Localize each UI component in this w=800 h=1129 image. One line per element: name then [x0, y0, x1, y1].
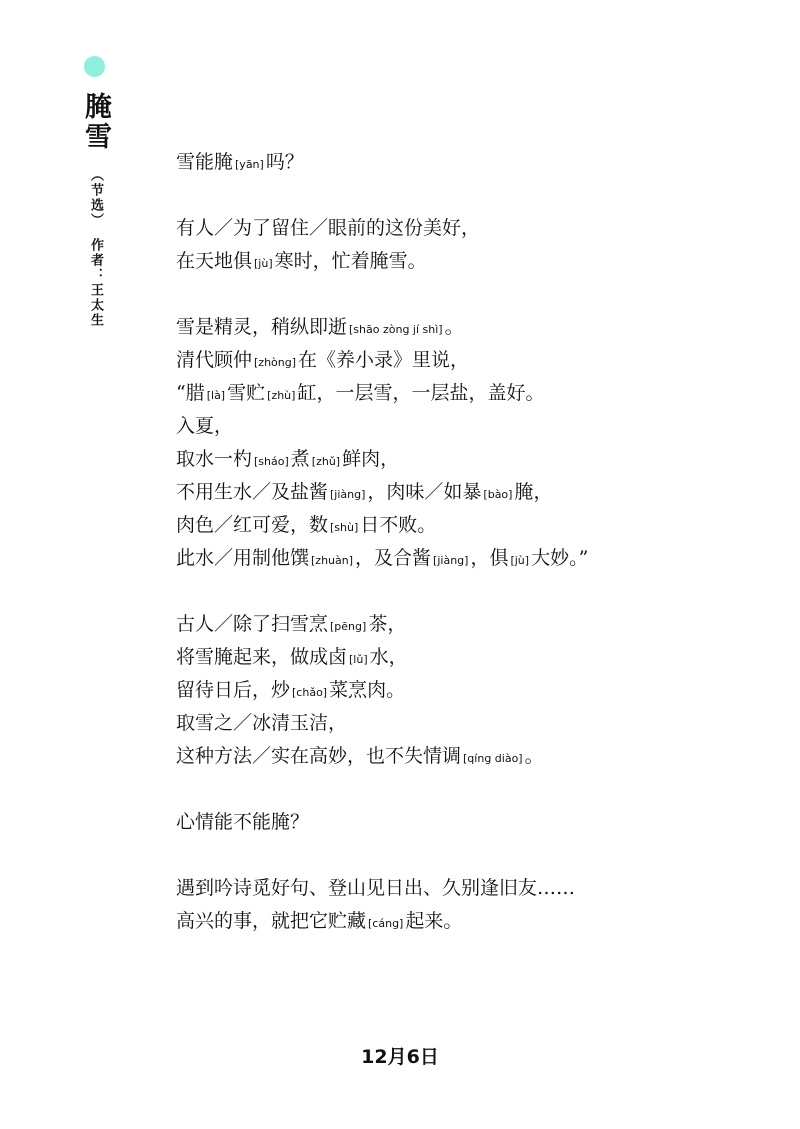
poem-text: 寒时，忙着腌雪。: [274, 250, 427, 272]
poem-line: [176, 740, 776, 773]
poem-text: 在天地俱: [176, 250, 253, 272]
pinyin-annotation: [zhòng]: [254, 356, 297, 369]
poem-text: 在《养小录》里说，: [298, 349, 470, 371]
poem-text: 吗？: [265, 151, 304, 173]
poem-line: [176, 806, 776, 839]
poem-line: [176, 707, 776, 740]
poem-text: 入夏，: [176, 415, 234, 437]
author-credit: 作者：王太生: [88, 238, 103, 328]
poem-line: [176, 311, 776, 344]
poem-body: [176, 146, 776, 938]
poem-line: [176, 905, 776, 938]
poem-text: ，肉味／如暴: [367, 481, 482, 503]
poem-text: 煮: [290, 448, 310, 470]
page-date: 12月6日: [361, 1046, 439, 1068]
excerpt-note: （节选）: [88, 168, 103, 228]
poem-text: 取水一杓: [176, 448, 253, 470]
poem-text: 留待日后，炒: [176, 679, 291, 701]
poem-text: 大妙。”: [531, 547, 589, 569]
poem-text: 日不败。: [360, 514, 437, 536]
poem-line: [176, 245, 776, 278]
pinyin-annotation: [lǔ]: [349, 653, 368, 666]
poem-text: 有人／为了留住／眼前的这份美好，: [176, 217, 481, 239]
poem-text: 遇到吟诗觅好句、登山见日出、久别逢旧友……: [176, 877, 576, 899]
poem-line: [176, 443, 776, 476]
poem-line: [176, 410, 776, 443]
poem-text: 雪能腌: [176, 151, 234, 173]
poem-line: [176, 476, 776, 509]
pinyin-annotation: [shù]: [330, 521, 359, 534]
poem-text: 菜烹肉。: [329, 679, 406, 701]
poem-text: “腊: [176, 382, 205, 404]
stanza-gap: [176, 278, 776, 311]
poem-line: [176, 608, 776, 641]
poem-text: 古人／除了扫雪烹: [176, 613, 329, 635]
sidebar-subtitle-block: [87, 168, 103, 328]
pinyin-annotation: [zhuàn]: [311, 554, 354, 567]
pinyin-annotation: [cáng]: [368, 917, 404, 930]
pinyin-annotation: [là]: [206, 389, 226, 402]
poem-line: [176, 146, 776, 179]
poem-text: ，俱: [470, 547, 509, 569]
stanza-gap: [176, 773, 776, 806]
pinyin-annotation: [zhù]: [267, 389, 296, 402]
sidebar-title-block: [80, 92, 110, 152]
pinyin-annotation: [bào]: [483, 488, 513, 501]
poem-line: [176, 542, 776, 575]
poem-line: [176, 377, 776, 410]
poem-text: 心情能不能腌？: [176, 811, 310, 833]
pinyin-annotation: [pēng]: [330, 620, 367, 633]
poem-text: 雪是精灵，稍纵即逝: [176, 316, 348, 338]
poem-text: 腌，: [514, 481, 553, 503]
stanza-gap: [176, 575, 776, 608]
poem-text: 雪贮: [227, 382, 266, 404]
poem-text: 。: [444, 316, 464, 338]
accent-dot-icon: [84, 56, 105, 77]
pinyin-annotation: [chǎo]: [292, 686, 328, 699]
poem-text: 。: [524, 745, 544, 767]
stanza-gap: [176, 839, 776, 872]
poem-line: [176, 641, 776, 674]
poem-text: 不用生水／及盐酱: [176, 481, 329, 503]
poem-text: 茶，: [368, 613, 407, 635]
pinyin-annotation: [jiàng]: [433, 554, 469, 567]
poem-text: 缸，一层雪，一层盐，盖好。: [297, 382, 545, 404]
poem-text: 鲜肉，: [342, 448, 400, 470]
pinyin-annotation: [zhǔ]: [311, 455, 341, 468]
poem-text: 此水／用制他馔: [176, 547, 310, 569]
pinyin-annotation: [jù]: [254, 257, 273, 270]
poem-text: 这种方法／实在高妙，也不失情调: [176, 745, 462, 767]
pinyin-annotation: [jiàng]: [330, 488, 366, 501]
pinyin-annotation: [qíng diào]: [463, 752, 523, 765]
poem-line: [176, 872, 776, 905]
pinyin-annotation: [sháo]: [254, 455, 289, 468]
poem-text: 起来。: [405, 910, 463, 932]
poem-text: 肉色／红可爱，数: [176, 514, 329, 536]
page-title: 腌雪: [80, 92, 111, 152]
poem-text: 水，: [369, 646, 408, 668]
poem-text: ，及合酱: [355, 547, 432, 569]
pinyin-annotation: [yān]: [235, 158, 264, 171]
poem-line: [176, 212, 776, 245]
stanza-gap: [176, 179, 776, 212]
poem-text: 取雪之／冰清玉洁，: [176, 712, 348, 734]
poem-text: 清代顾仲: [176, 349, 253, 371]
poem-line: [176, 509, 776, 542]
poem-text: 高兴的事，就把它贮藏: [176, 910, 367, 932]
pinyin-annotation: [jù]: [510, 554, 530, 567]
poem-line: [176, 674, 776, 707]
poem-line: [176, 344, 776, 377]
poem-text: 将雪腌起来，做成卤: [176, 646, 348, 668]
pinyin-annotation: [shāo zòng jí shì]: [349, 323, 443, 336]
